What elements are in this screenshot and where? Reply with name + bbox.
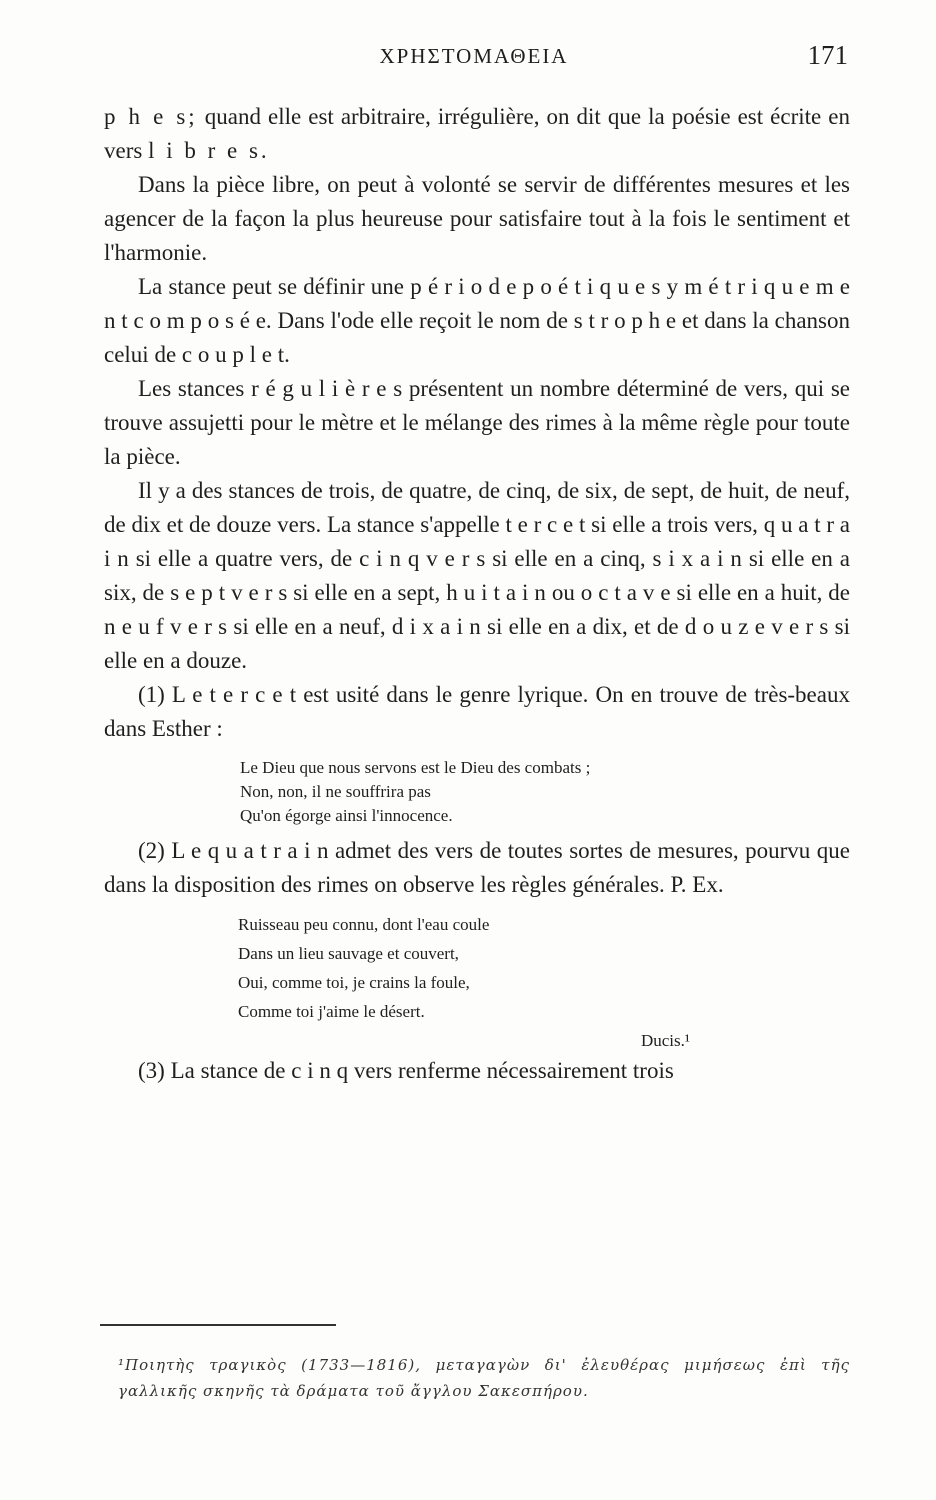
p5-term-neuf-vers: n e u f v e r s (104, 614, 228, 639)
p5-term-huitain: h u i t a i n (446, 580, 546, 605)
p5-text-k: si elle en a sept, (287, 580, 447, 605)
p3-term-definition: p é r i o d e p o é t i q u e s y m é t r i q u e m e n t c o m p o s é e. (104, 274, 851, 333)
page-number: 171 (807, 40, 848, 70)
verse-ducis (238, 910, 850, 1026)
p5-term-tercet: t e r c e t (505, 512, 586, 537)
p5-text-s: si elle en a dix, et de (480, 614, 685, 639)
footnote: ¹Ποιητὴς τραγικὸς (1733—1816), μεταγαγὼν δι' ἐλευθέρας μιμήσεως ἐπὶ τῆς γαλλικῆς σκηνῆς τὰ δράματα τοῦ ἄγγλου Σακεσπήρου. (118, 1356, 850, 1400)
p5-term-dixain: d i x a i n (391, 614, 481, 639)
verse-line: Non, non, il ne souffrira pas (240, 782, 431, 801)
p5-text-m: ou (545, 580, 581, 605)
page-header (100, 40, 848, 76)
p8-text-a: (3) La stance de (138, 1058, 292, 1083)
p5-term-sept-vers: s e p t v e r s (170, 580, 288, 605)
footnote-divider (100, 1324, 336, 1326)
p7-note-number: (2) (138, 838, 172, 863)
verse-line: Ruisseau peu connu, dont l'eau coule (238, 915, 490, 934)
p5-term-sixain: s i x a i n (652, 546, 742, 571)
paragraph-4 (104, 372, 850, 474)
verse-line: Comme toi j'aime le désert. (238, 1002, 425, 1021)
p1-continued-word: p h e s; (104, 104, 198, 129)
p5-text-i: si elle en a six, de (104, 546, 850, 605)
paragraph-5 (104, 474, 850, 678)
p1-text: quand elle est arbitraire, irrégulière, on dit que la poésie est écrite en vers (104, 104, 850, 163)
p5-term-octave: o c t a v e (580, 580, 671, 605)
verse-author: Ducis.¹ (640, 1031, 690, 1050)
paragraph-8 (104, 1054, 850, 1088)
paragraph-3 (104, 270, 850, 372)
p3-text-a: La stance peut se définir une (138, 274, 411, 299)
p1-term-libres: l i b r e s. (148, 138, 270, 163)
p5-text-o: si elle en a huit, de (670, 580, 850, 605)
verse-esther (240, 756, 850, 828)
p3-text-c: Dans l'ode elle reçoit le nom de (271, 308, 574, 333)
p6-note-number: (1) (138, 682, 172, 707)
verse-line: Dans un lieu sauvage et couvert, (238, 944, 459, 963)
p8-text-c: vers renferme nécessairement trois (348, 1058, 674, 1083)
p7-term-quatrain: L e q u a t r a i n (171, 838, 329, 863)
p4-text-c: présentent un nombre déterminé de vers, qui se trouve assujetti pour le mètre et le mélange des rimes à la même règle pour toute la pièce. (104, 376, 850, 469)
verse-line: Qu'on égorge ainsi l'innocence. (240, 806, 453, 825)
body-text (104, 100, 850, 1088)
p6-term-tercet: L e t e r c e t (171, 682, 297, 707)
paragraph-1 (104, 100, 850, 168)
p7-text-c: admet des vers de toutes sortes de mesures, pourvu que dans la disposition des rimes on observe les règles générales. P. Ex. (104, 838, 850, 897)
p3-text-e: et dans la chanson celui de (104, 308, 851, 367)
verse-line: Oui, comme toi, je crains la foule, (238, 973, 470, 992)
p5-text-e: si elle a quatre vers, de (128, 546, 360, 571)
p5-text-g: si elle en a cinq, (485, 546, 653, 571)
p4-text-a: Les stances (138, 376, 252, 401)
paragraph-2: Dans la pièce libre, on peut à volonté se servir de différentes mesures et les agencer de la façon la plus heureuse pour satisfaire tout à la fois le sentiment et l'harmonie. (104, 172, 850, 265)
p5-term-cinq-vers: c i n q v e r s (359, 546, 486, 571)
p6-text-c: est usité dans le genre lyrique. On en trouve de très-beaux dans Esther : (104, 682, 850, 741)
paragraph-6 (104, 678, 850, 746)
p5-text-c: si elle a trois vers, (585, 512, 764, 537)
p4-term-regulieres: r é g u l i è r e s (251, 376, 403, 401)
p8-term-cinq: c i n q (291, 1058, 349, 1083)
p3-term-strophe: s t r o p h e (573, 308, 677, 333)
p5-text-a: Il y a des stances de trois, de quatre, de cinq, de six, de sept, de huit, de neuf, de dix et de douze vers. La stance s'appelle (104, 478, 850, 537)
verse-line: Le Dieu que nous servons est le Dieu des combats ; (240, 758, 591, 777)
p3-term-couplet: c o u p l e t. (181, 342, 290, 367)
p5-text-q: si elle en a neuf, (227, 614, 392, 639)
running-title: ΧΡΗΣΤΟΜΑΘΕΙΑ (379, 44, 569, 68)
p5-term-quatrain: q u a t r a i n (104, 512, 850, 571)
p5-text-u: si elle en a douze. (104, 614, 851, 673)
paragraph-7 (104, 834, 850, 902)
p5-term-douze-vers: d o u z e v e r s (684, 614, 829, 639)
